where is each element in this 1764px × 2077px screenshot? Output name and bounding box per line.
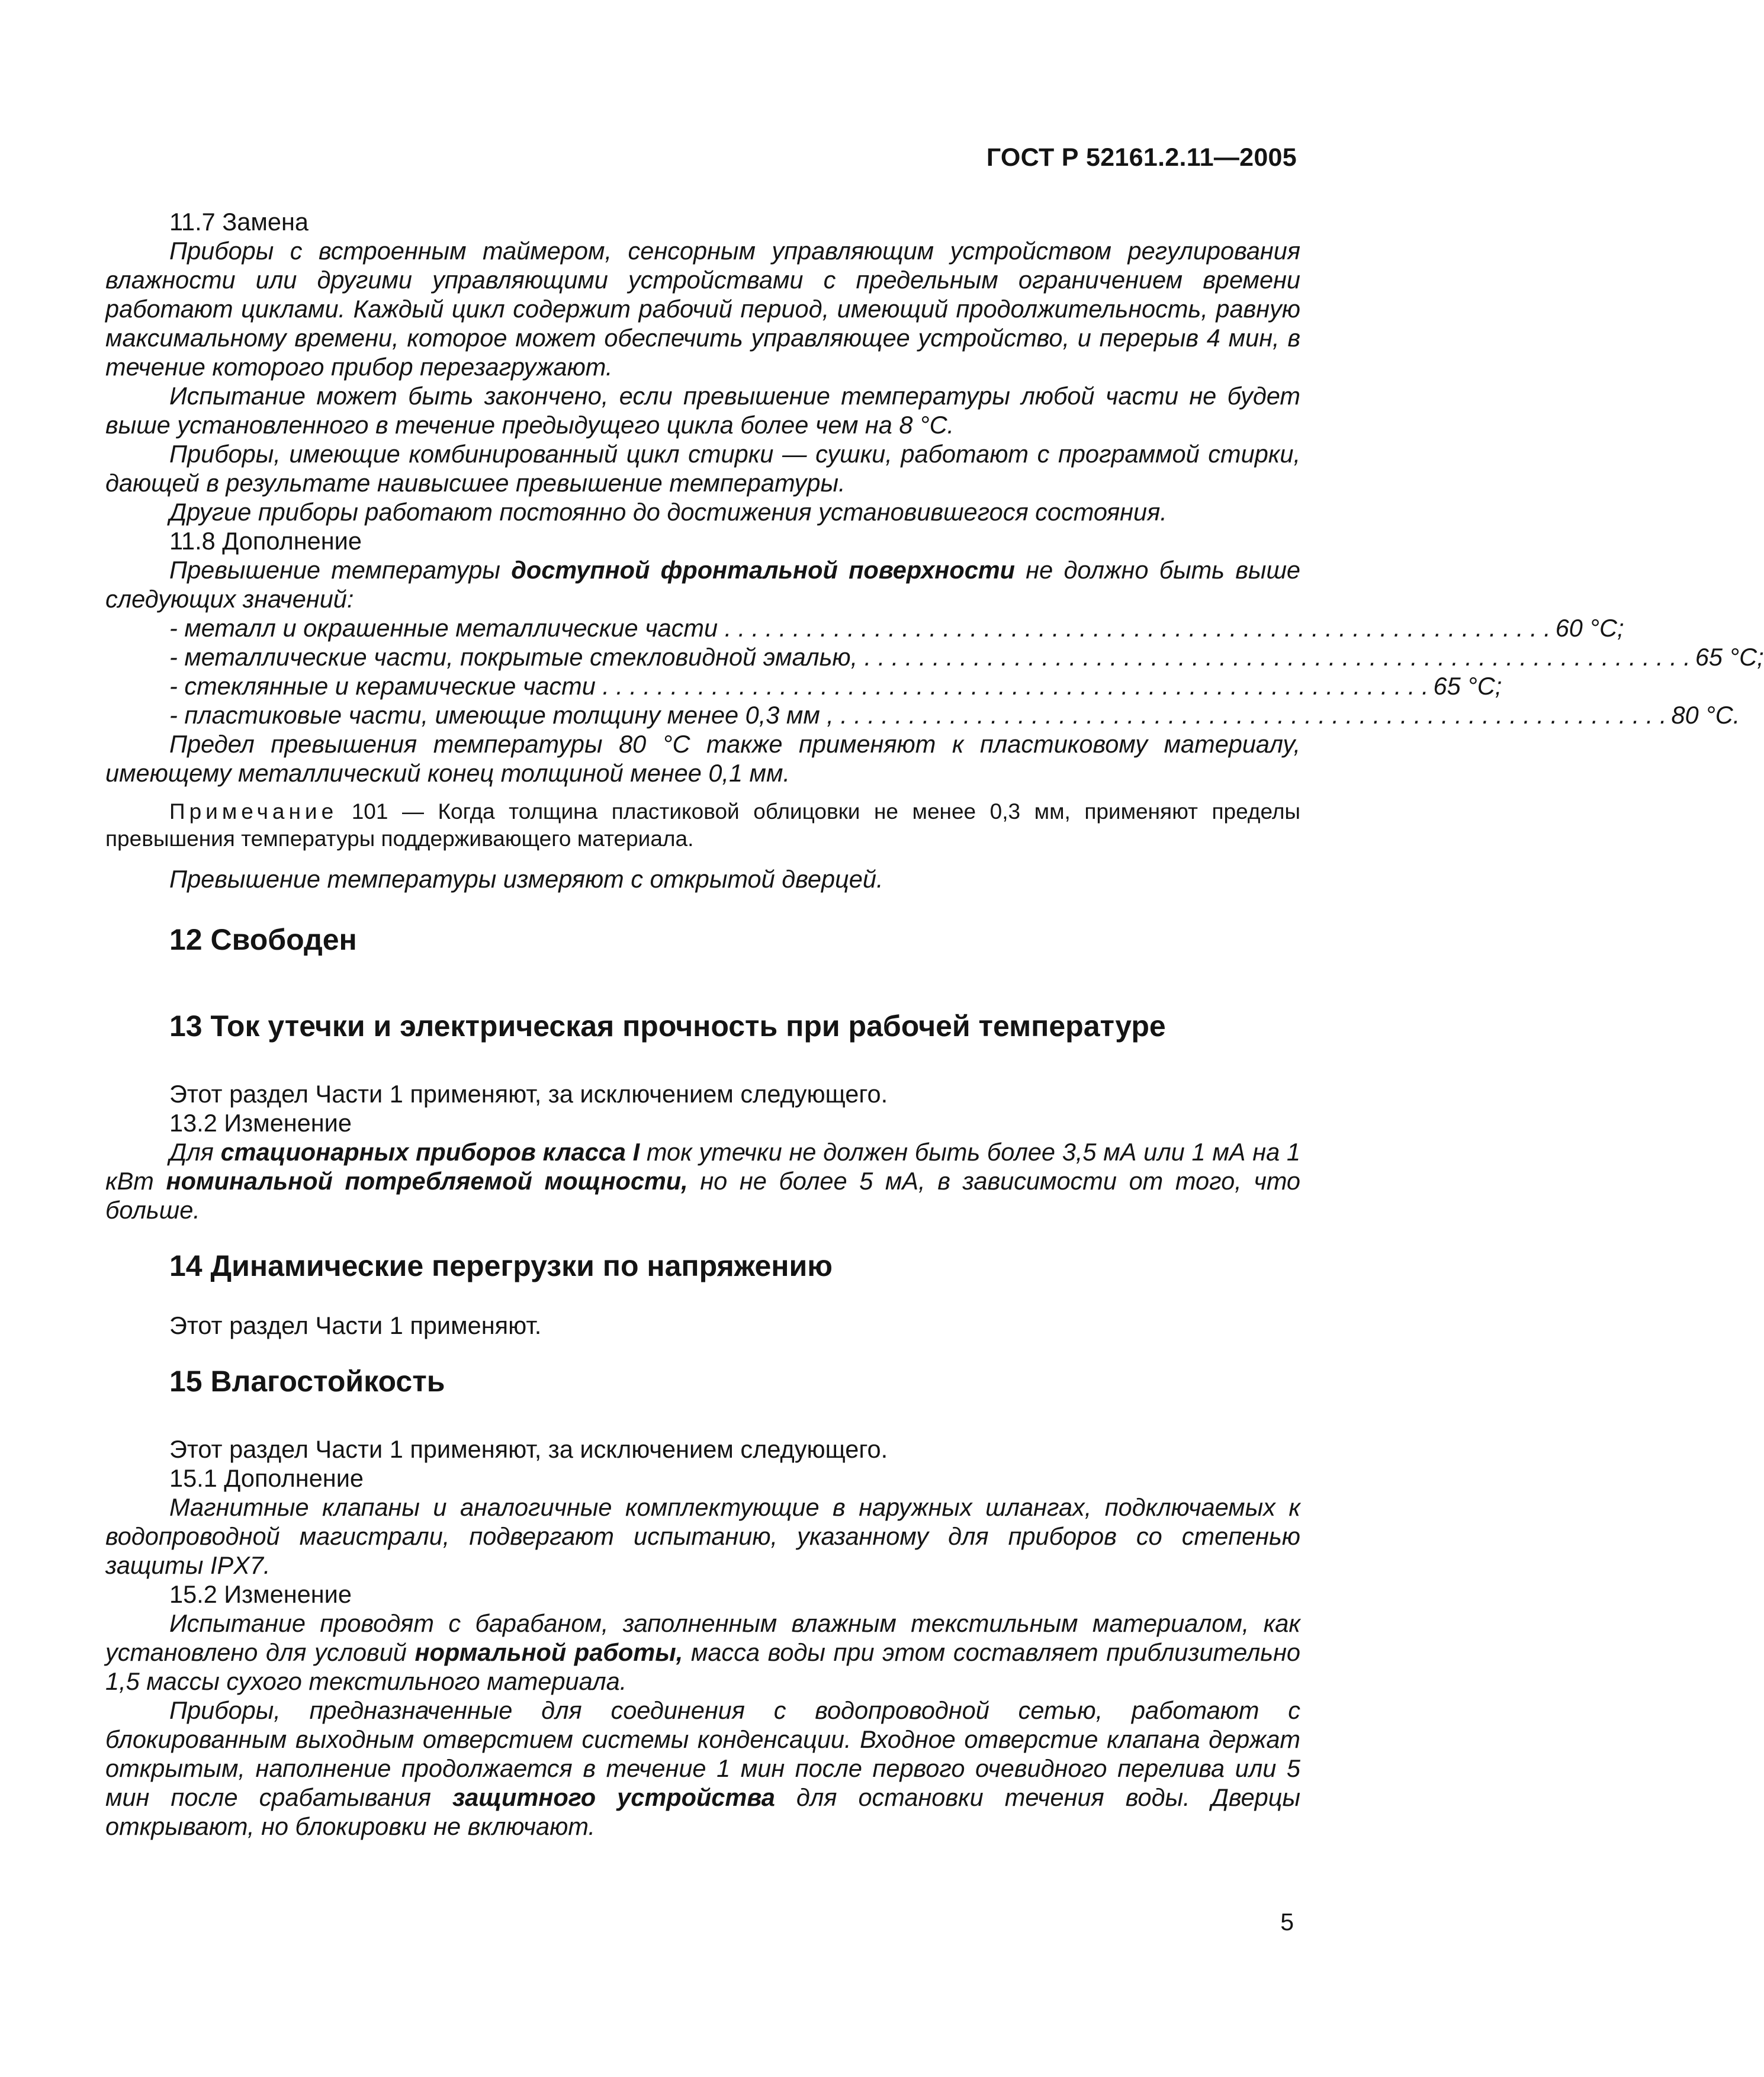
text-c: масса воды при этом составляет приблизительно 1,5 массы сухого текстильного материала. [105,1638,1300,1695]
clause-11-7-title: 11.7 Замена [169,208,309,236]
limit-item-value: 60 °С; [1555,614,1624,642]
clause-11-7-para-2: Испытание может быть закончено, если превышение температуры любой части не будет выше установленного в течение предыдущего цикла более чем на 8 °С. [105,382,1300,439]
section-13-intro: Этот раздел Части 1 применяют, за исключением следующего. [169,1080,888,1108]
term-protective-device: защитного устройства [452,1783,775,1811]
clause-15-2-para-1 [105,1609,1300,1696]
limit-item [105,700,1740,729]
text-a: Для [169,1138,221,1166]
text-a: Приборы, предназначенные для соединения с водопроводной сетью, работают с блокированным выходным отверстием системы конденсации. Входное отверстие клапана держат открытым, наполнение продолжается в течение 1 мин после первого очевидного перелива или 5 мин после срабатывания [105,1696,1300,1811]
text-c: для остановки течения воды. Дверцы открывают, но блокировки не включают. [105,1783,1301,1840]
clause-15-2-para-2 [105,1696,1300,1841]
limit-item-value: 65 °С; [1695,643,1764,671]
limit-item-value: 80 °С. [1671,701,1740,729]
section-14-text: Этот раздел Части 1 применяют. [169,1311,542,1339]
note-101 [105,798,1300,853]
clause-11-8-intro [105,555,1300,613]
clause-15-1-text: Магнитные клапаны и аналогичные комплектующие в наружных шлангах, подключаемых к водопроводной магистрали, подвергают испытанию, указанному для приборов со степенью защиты IPX7. [105,1493,1300,1579]
limit-item-label: - пластиковые части, имеющие толщину менее 0,3 мм , [169,701,841,729]
clause-11-8-title: 11.8 Дополнение [169,527,362,555]
limit-item [105,613,1624,642]
note-text: 101 — Когда толщина пластиковой облицовки не менее 0,3 мм, применяют пределы превышения температуры поддерживающего материала. [105,799,1300,851]
text-e: но не более 5 мА, в зависимости от того, что больше. [105,1167,1300,1224]
clause-11-7-para-4: Другие приборы работают постоянно до достижения установившегося состояния. [169,498,1167,526]
clause-13-2-text [105,1137,1300,1224]
dot-leader: . . . . . . . . . . . . . . . . . . . . . . . . . . . . . . . . . . . . . . . . . . . . . . . . . . . . . . . . . . . . . [602,672,1429,700]
term-front-surface: доступной фронтальной поверхности [511,556,1016,584]
dot-leader: . . . . . . . . . . . . . . . . . . . . . . . . . . . . . . . . . . . . . . . . . . . . . . . . . . . . . . . . . . . . . [864,643,1691,671]
intro-text-a: Превышение температуры [169,556,512,584]
section-14-heading: 14 Динамические перегрузки по напряжению [169,1249,833,1282]
limit-item [105,642,1764,671]
page-number: 5 [1280,1908,1294,1935]
text-a: Испытание проводят с барабаном, заполненным влажным текстильным материалом, как установлено для условий [105,1609,1300,1666]
term-normal-operation: нормальной работы, [415,1638,683,1666]
clause-13-2-title: 13.2 Изменение [169,1109,352,1137]
clause-11-8-limit-para: Предел превышения температуры 80 °С также применяют к пластиковому материалу, имеющему металлический конец толщиной менее 0,1 мм. [105,730,1300,787]
section-15-heading: 15 Влагостойкость [169,1365,445,1398]
note-label: Примечание [169,799,338,824]
term-stationary-class-i: стационарных приборов класса I [220,1138,640,1166]
clause-11-7-para-3: Приборы, имеющие комбинированный цикл стирки — сушки, работают с программой стирки, дающей в результате наивысшее превышение температуры. [105,440,1300,497]
dot-leader: . . . . . . . . . . . . . . . . . . . . . . . . . . . . . . . . . . . . . . . . . . . . . . . . . . . . . . . . . . . . . [724,614,1551,642]
clause-15-2-title: 15.2 Изменение [169,1580,352,1608]
clause-11-8-door-para: Превышение температуры измеряют с открытой дверцей. [169,865,883,893]
limit-item [105,671,1502,700]
clause-15-1-title: 15.1 Дополнение [169,1464,364,1492]
clause-11-7-para-1: Приборы с встроенным таймером, сенсорным управляющим устройством регулирования влажности или другими управляющими устройствами с предельным ограничением времени работают циклами. Каждый цикл содержит рабочий период, имеющий продолжительность, равную максимальному времени, которое может обеспечить управляющее устройство, и перерыв 4 мин, в течение которого прибор перезагружают. [105,237,1300,381]
intro-text-c: не должно быть выше следующих значений: [105,556,1300,613]
section-15-intro: Этот раздел Части 1 применяют, за исключением следующего. [169,1435,888,1463]
limit-item-label: - стеклянные и керамические части [169,672,603,700]
page-content [105,207,1764,1841]
section-12-heading: 12 Свободен [169,923,357,956]
term-rated-power: номинальной потребляемой мощности, [166,1167,688,1195]
limit-item-label: - металлические части, покрытые стекловидной эмалью, [169,643,865,671]
document-header-id: ГОСТ Р 52161.2.11—2005 [986,143,1297,172]
section-13-heading: 13 Ток утечки и электрическая прочность при рабочей температуре [169,1009,1166,1043]
limit-item-label: - металл и окрашенные металлические части [169,614,725,642]
text-c: ток утечки не должен быть более 3,5 мА или 1 мА на 1 кВт [105,1138,1300,1195]
limit-item-value: 65 °С; [1433,672,1502,700]
dot-leader: . . . . . . . . . . . . . . . . . . . . . . . . . . . . . . . . . . . . . . . . . . . . . . . . . . . . . . . . . . . . . [840,701,1667,729]
